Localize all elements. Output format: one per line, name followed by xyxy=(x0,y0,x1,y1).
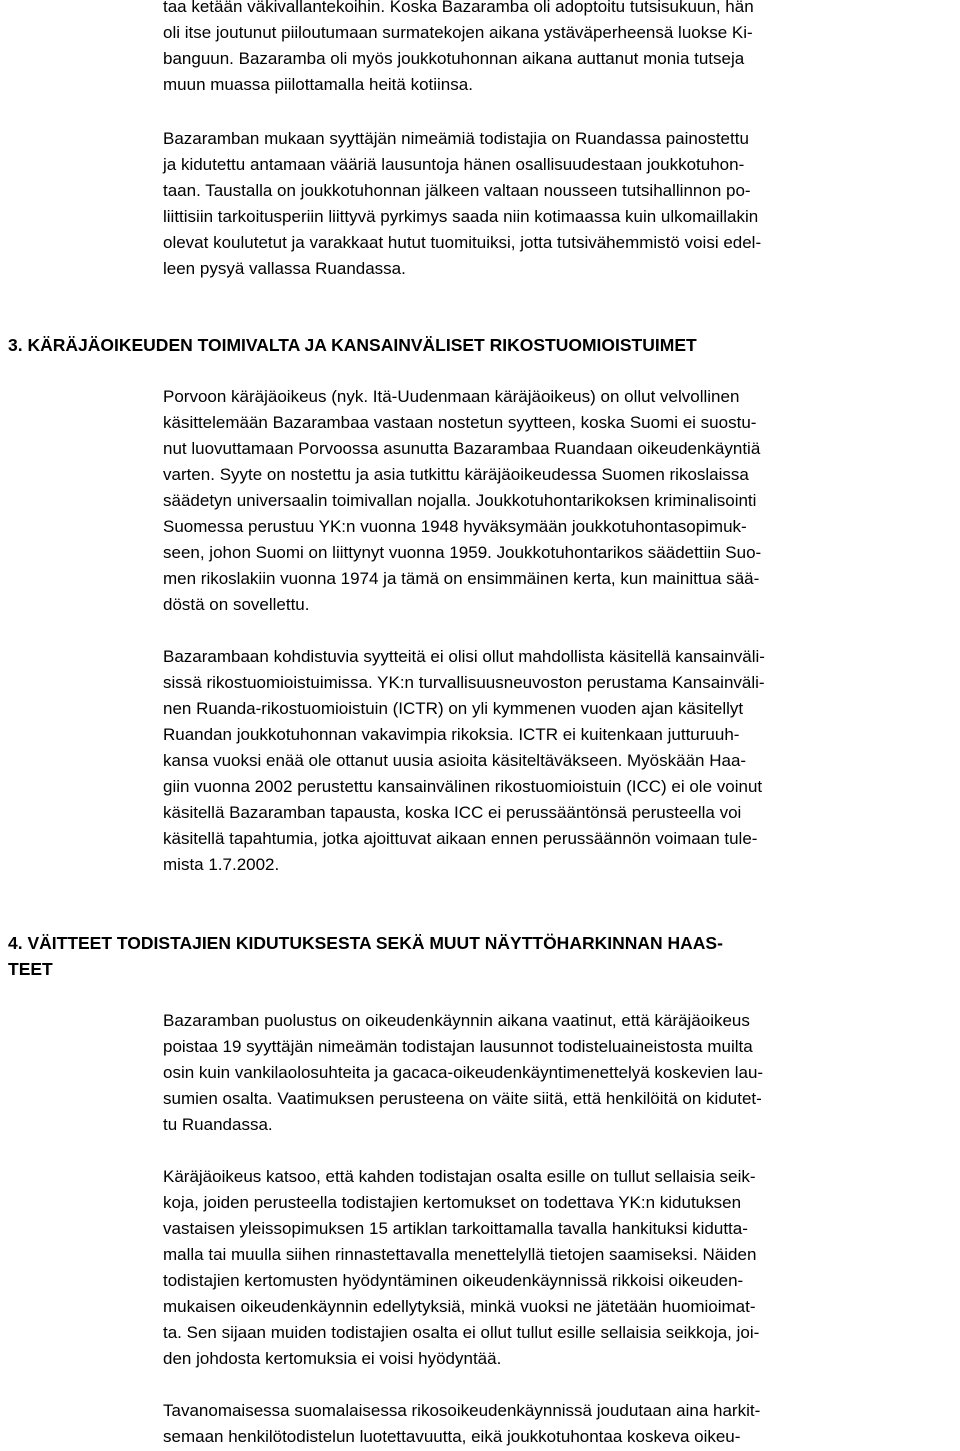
text-line: men rikoslakiin vuonna 1974 ja tämä on ensimmäinen kerta, kun mainittua sää- xyxy=(163,569,760,588)
paragraph-ordinary-trial xyxy=(163,1398,958,1450)
text-line: Bazarambaan kohdistuvia syytteitä ei olisi ollut mahdollista käsitellä kansainväli- xyxy=(163,647,765,666)
text-line: poistaa 19 syyttäjän nimeämän todistajan lausunnot todisteluaineistosta muilta xyxy=(163,1037,753,1056)
section-heading-4 xyxy=(8,930,953,982)
paragraph-international-courts xyxy=(163,644,958,878)
text-line: Porvoon käräjäoikeus (nyk. Itä-Uudenmaan käräjäoikeus) on ollut velvollinen xyxy=(163,387,740,406)
heading-line: TEET xyxy=(8,959,53,979)
text-line: oli itse joutunut piiloutumaan surmatekojen aikana ystäväperheensä luokse Ki- xyxy=(163,23,753,42)
text-line: seen, johon Suomi on liittynyt vuonna 1959. Joukkotuhontarikos säädettiin Suo- xyxy=(163,543,762,562)
text-line: käsittelemään Bazarambaa vastaan nostetun syytteen, koska Suomi ei suostu- xyxy=(163,413,757,432)
text-line: käsitellä Bazaramban tapausta, koska ICC ei perussääntönsä perusteella voi xyxy=(163,803,742,822)
text-line: semaan henkilötodistelun luotettavuutta, eikä joukkotuhontaa koskeva oikeu- xyxy=(163,1427,741,1446)
text-line: Ruandan joukkotuhonnan vakavimpia rikoksia. ICTR ei kuitenkaan jutturuuh- xyxy=(163,725,740,744)
text-line: osin kuin vankilaolosuhteita ja gacaca-oikeudenkäyntimenettelyä koskevien lau- xyxy=(163,1063,764,1082)
text-line: leen pysyä vallassa Ruandassa. xyxy=(163,259,406,278)
paragraph-jurisdiction xyxy=(163,384,958,618)
text-line: Bazaramban puolustus on oikeudenkäynnin aikana vaatinut, että käräjäoikeus xyxy=(163,1011,750,1030)
text-line: Käräjäoikeus katsoo, että kahden todistajan osalta esille on tullut sellaisia seik- xyxy=(163,1167,756,1186)
heading-line: 3. KÄRÄJÄOIKEUDEN TOIMIVALTA JA KANSAINVÄLISET RIKOSTUOMIOISTUIMET xyxy=(8,335,697,355)
text-line: den johdosta kertomuksia ei voisi hyödyntää. xyxy=(163,1349,502,1368)
text-line: sissä rikostuomioistuimissa. YK:n turvallisuusneuvoston perustama Kansainväli- xyxy=(163,673,765,692)
text-line: kansa vuoksi enää ole ottanut uusia asioita käsiteltäväkseen. Myöskään Haa- xyxy=(163,751,747,770)
section-heading-3 xyxy=(8,332,953,358)
text-line: varten. Syyte on nostettu ja asia tutkittu käräjäoikeudessa Suomen rikoslaissa xyxy=(163,465,749,484)
text-line: banguun. Bazaramba oli myös joukkotuhonnan aikana auttanut monia tutseja xyxy=(163,49,745,68)
text-line: nen Ruanda-rikostuomioistuin (ICTR) on yli kymmenen vuoden ajan käsitellyt xyxy=(163,699,744,718)
text-line: mukaisen oikeudenkäynnin edellytyksiä, minkä vuoksi ne jätetään huomioimat- xyxy=(163,1297,756,1316)
text-line: taa ketään väkivallantekoihin. Koska Bazaramba oli adoptoitu tutsisukuun, hän xyxy=(163,0,754,16)
text-line: ja kidutettu antamaan vääriä lausuntoja hänen osallisuudestaan joukkotuhon- xyxy=(163,155,745,174)
text-line: käsitellä tapahtumia, jotka ajoittuvat aikaan ennen perussäännön voimaan tule- xyxy=(163,829,758,848)
text-line: vastaisen yleissopimuksen 15 artiklan tarkoittamalla tavalla hankituksi kidutta- xyxy=(163,1219,748,1238)
text-line: ta. Sen sijaan muiden todistajien osalta ei ollut tullut esille sellaisia seikkoja, joi- xyxy=(163,1323,760,1342)
heading-line: 4. VÄITTEET TODISTAJIEN KIDUTUKSESTA SEKÄ MUUT NÄYTTÖHARKINNAN HAAS- xyxy=(8,933,723,953)
text-line: döstä on sovellettu. xyxy=(163,595,310,614)
text-line: sumien osalta. Vaatimuksen perusteena on väite siitä, että henkilöitä on kidutet- xyxy=(163,1089,762,1108)
text-line: olevat koulutetut ja varakkaat hutut tuomituiksi, jotta tutsivähemmistö voisi edel- xyxy=(163,233,762,252)
text-line: Suomessa perustuu YK:n vuonna 1948 hyväksymään joukkotuhontasopimuk- xyxy=(163,517,747,536)
text-line: malla tai muulla siihen rinnastettavalla menettelyllä tietojen saamiseksi. Näiden xyxy=(163,1245,757,1264)
paragraph-witness-pressure xyxy=(163,126,958,282)
text-line: taan. Taustalla on joukkotuhonnan jälkeen valtaan nousseen tutsihallinnon po- xyxy=(163,181,751,200)
text-line: liittisiin tarkoitusperiin liittyvä pyrkimys saada niin kotimaassa kuin ulkomaillakin xyxy=(163,207,759,226)
text-line: nut luovuttamaan Porvoossa asunutta Bazarambaa Ruandaan oikeudenkäyntiä xyxy=(163,439,761,458)
text-line: giin vuonna 2002 perustettu kansainvälinen rikostuomioistuin (ICC) ei ole voinut xyxy=(163,777,763,796)
text-line: Tavanomaisessa suomalaisessa rikosoikeudenkäynnissä joudutaan aina harkit- xyxy=(163,1401,761,1420)
text-line: mista 1.7.2002. xyxy=(163,855,280,874)
paragraph-defense-claims xyxy=(163,0,958,98)
text-line: tu Ruandassa. xyxy=(163,1115,273,1134)
text-line: Bazaramban mukaan syyttäjän nimeämiä todistajia on Ruandassa painostettu xyxy=(163,129,749,148)
paragraph-defense-demand xyxy=(163,1008,958,1138)
text-line: säädetyn universaalin toimivallan nojalla. Joukkotuhontarikoksen kriminalisointi xyxy=(163,491,757,510)
paragraph-court-assessment xyxy=(163,1164,958,1372)
text-line: muun muassa piilottamalla heitä kotiinsa. xyxy=(163,75,473,94)
text-line: todistajien kertomusten hyödyntäminen oikeudenkäynnissä rikkoisi oikeuden- xyxy=(163,1271,744,1290)
text-line: koja, joiden perusteella todistajien kertomukset on todettava YK:n kidutuksen xyxy=(163,1193,742,1212)
